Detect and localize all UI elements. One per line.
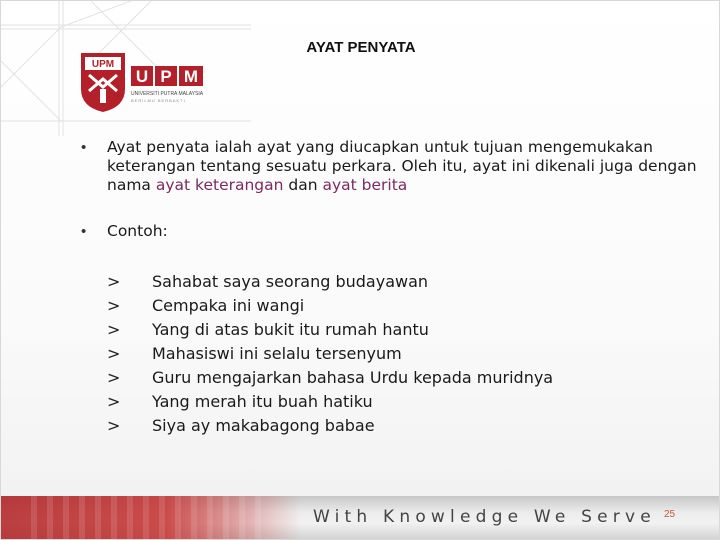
footer-red-pattern [1, 496, 301, 540]
example-marker: > [107, 343, 121, 363]
definition-text: Ayat penyata ialah ayat yang diucapkan untuk tujuan mengemukakan keterangan tentang sesuatu perkara. Oleh itu, ayat ini dikenali juga dengan nama [107, 138, 697, 194]
slide-title: AYAT PENYATA [306, 39, 416, 56]
example-item [107, 365, 553, 389]
svg-text:M: M [183, 67, 199, 86]
example-text: Guru mengajarkan bahasa Urdu kepada muridnya [152, 367, 554, 387]
bullet-marker: • [81, 139, 87, 156]
slide-number: 25 [664, 509, 676, 520]
logo-tagline: BERILMU BERBAKTI [131, 98, 186, 103]
example-text: Yang di atas bukit itu rumah hantu [152, 319, 429, 339]
example-marker: > [107, 367, 121, 387]
footer-motto: With Knowledge We Serve [313, 507, 656, 527]
example-text: Mahasiswi ini selalu tersenyum [152, 343, 402, 363]
example-marker: > [107, 391, 121, 411]
example-marker: > [107, 271, 121, 291]
svg-text:P: P [160, 67, 172, 86]
example-marker: > [107, 415, 121, 435]
upm-logo [79, 51, 205, 113]
example-marker: > [107, 319, 121, 339]
bullet-marker: • [81, 223, 87, 240]
definition-connector: dan [283, 176, 323, 194]
shield-logo-text: UPM [91, 59, 115, 70]
example-list [107, 269, 553, 437]
highlight-ayat-berita: ayat berita [322, 176, 408, 194]
examples-heading: Contoh: [107, 222, 168, 240]
logo-subtitle: UNIVERSITI PUTRA MALAYSIA [131, 91, 204, 97]
definition-paragraph [107, 138, 697, 195]
svg-text:U: U [135, 67, 149, 86]
example-item [107, 293, 553, 317]
example-text: Cempaka ini wangi [152, 295, 305, 315]
example-item [107, 317, 553, 341]
example-marker: > [107, 295, 121, 315]
highlight-ayat-keterangan: ayat keterangan [155, 176, 284, 194]
example-text: Siya ay makabagong babae [152, 415, 375, 435]
example-item [107, 269, 553, 293]
example-item [107, 341, 553, 365]
example-text: Yang merah itu buah hatiku [152, 391, 373, 411]
example-item [107, 389, 553, 413]
example-item [107, 413, 553, 437]
example-text: Sahabat saya seorang budayawan [152, 271, 429, 291]
